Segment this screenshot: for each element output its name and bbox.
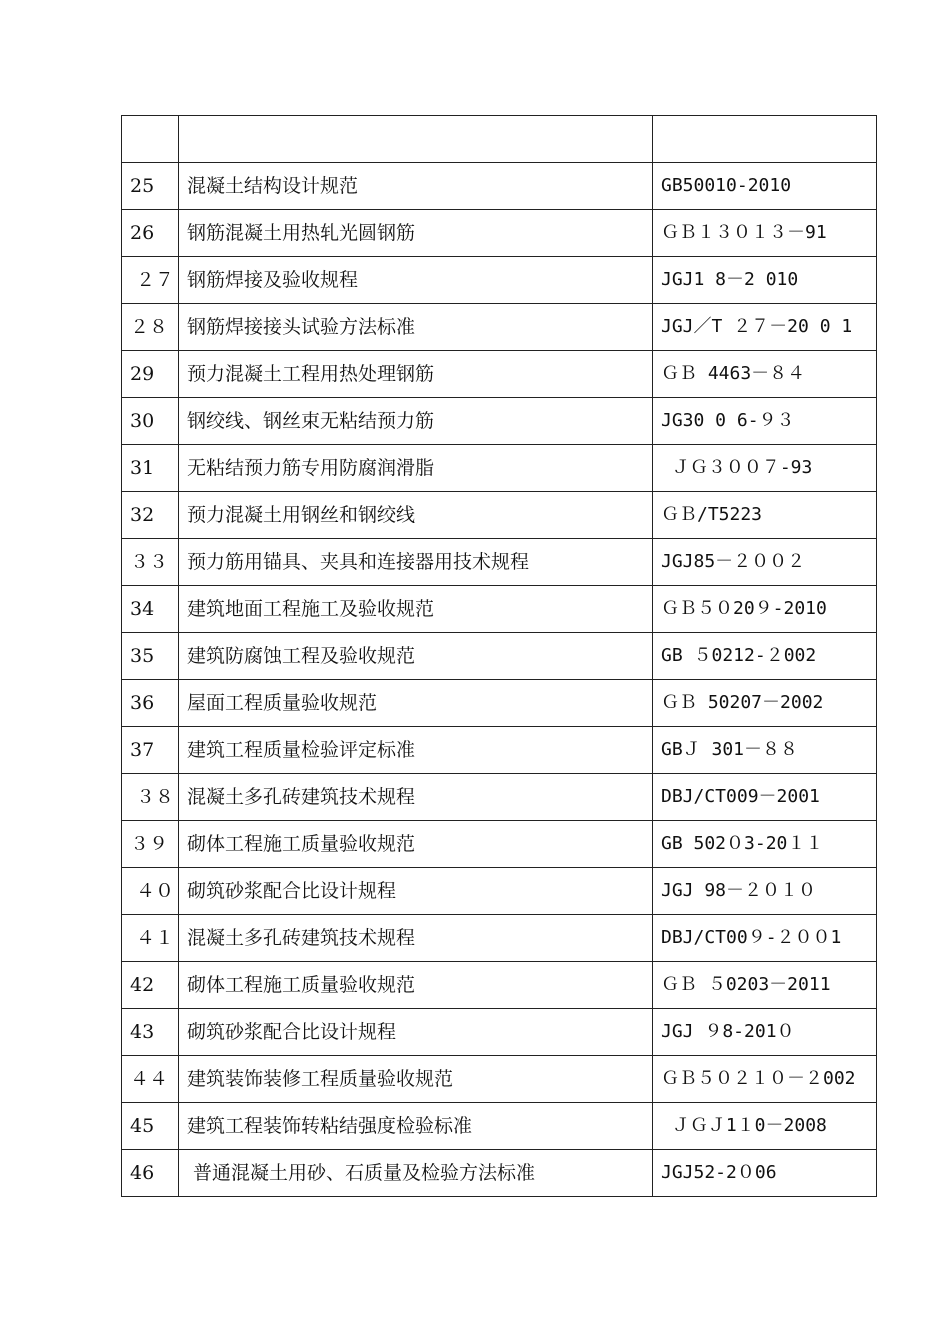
- standard-code-cell: JGJ／T ２７－20 0 1: [653, 304, 877, 351]
- standard-name-cell: 建筑工程装饰转粘结强度检验标准: [179, 1103, 653, 1150]
- table-row: [122, 304, 877, 351]
- table-row: [122, 586, 877, 633]
- standards-table: [121, 115, 877, 1197]
- standard-code-cell: ＧＢ 4463－８４: [653, 351, 877, 398]
- table-row: [122, 727, 877, 774]
- standard-code-cell: DBJ/CT009－2001: [653, 774, 877, 821]
- table-row: [122, 680, 877, 727]
- standard-name-cell: 砌筑砂浆配合比设计规程: [179, 1009, 653, 1056]
- row-number-cell: ２８: [122, 304, 179, 351]
- table-row: [122, 868, 877, 915]
- row-number-cell: ４０: [122, 868, 179, 915]
- table-row: [122, 445, 877, 492]
- standard-name-cell: 建筑工程质量检验评定标准: [179, 727, 653, 774]
- table-row: [122, 398, 877, 445]
- table-row: [122, 962, 877, 1009]
- table-row: [122, 539, 877, 586]
- standard-code-cell: ＧＢ/T5223: [653, 492, 877, 539]
- standard-name-cell: 混凝土多孔砖建筑技术规程: [179, 774, 653, 821]
- row-number-cell: ２７: [122, 257, 179, 304]
- standard-name-cell: 砌体工程施工质量验收规范: [179, 962, 653, 1009]
- row-number-cell: 45: [122, 1103, 179, 1150]
- standard-name-cell: 预力筋用锚具、夹具和连接器用技术规程: [179, 539, 653, 586]
- standard-name-cell: 普通混凝土用砂、石质量及检验方法标准: [179, 1150, 653, 1197]
- standard-code-cell: GBＪ 301－８８: [653, 727, 877, 774]
- standard-code-cell: JGJ1 8－2 010: [653, 257, 877, 304]
- standard-name-cell: 预力混凝土工程用热处理钢筋: [179, 351, 653, 398]
- row-number-cell: 34: [122, 586, 179, 633]
- row-number-cell: 35: [122, 633, 179, 680]
- row-number-cell: 32: [122, 492, 179, 539]
- row-number-cell: 26: [122, 210, 179, 257]
- standard-name-cell: 建筑装饰装修工程质量验收规范: [179, 1056, 653, 1103]
- standard-name-cell: 建筑地面工程施工及验收规范: [179, 586, 653, 633]
- row-number-cell: 37: [122, 727, 179, 774]
- standard-name-cell: 混凝土结构设计规范: [179, 163, 653, 210]
- table-body: [122, 116, 877, 1197]
- standard-code-cell: ＧＢ５０２１０－２002: [653, 1056, 877, 1103]
- standard-code-cell: JGJ 98－２０１０: [653, 868, 877, 915]
- table-row: [122, 1103, 877, 1150]
- row-number-cell: ３９: [122, 821, 179, 868]
- row-number-cell: ３３: [122, 539, 179, 586]
- standard-code-cell: ＧＢ ５0203－2011: [653, 962, 877, 1009]
- standard-name-cell: 钢筋焊接接头试验方法标准: [179, 304, 653, 351]
- standard-code-cell: JGJ85－２００２: [653, 539, 877, 586]
- standard-code-cell: DBJ/CT00９-２００1: [653, 915, 877, 962]
- table-row: [122, 257, 877, 304]
- header-cell-name: [179, 116, 653, 163]
- table-row: [122, 1056, 877, 1103]
- row-number-cell: 42: [122, 962, 179, 1009]
- standard-code-cell: ＧＢ１３０１３－91: [653, 210, 877, 257]
- table-header-row: [122, 116, 877, 163]
- row-number-cell: 43: [122, 1009, 179, 1056]
- row-number-cell: 46: [122, 1150, 179, 1197]
- row-number-cell: ３８: [122, 774, 179, 821]
- standard-name-cell: 预力混凝土用钢丝和钢绞线: [179, 492, 653, 539]
- row-number-cell: ４４: [122, 1056, 179, 1103]
- table-row: [122, 1150, 877, 1197]
- standard-code-cell: ＪＧ３００７-93: [653, 445, 877, 492]
- standard-name-cell: 钢筋混凝土用热轧光圆钢筋: [179, 210, 653, 257]
- standard-name-cell: 屋面工程质量验收规范: [179, 680, 653, 727]
- standard-code-cell: JG30 0 6-９３: [653, 398, 877, 445]
- table-row: [122, 915, 877, 962]
- row-number-cell: 29: [122, 351, 179, 398]
- header-cell-code: [653, 116, 877, 163]
- table-row: [122, 774, 877, 821]
- standard-code-cell: GB50010-2010: [653, 163, 877, 210]
- table-row: [122, 163, 877, 210]
- standard-name-cell: 钢筋焊接及验收规程: [179, 257, 653, 304]
- table-row: [122, 492, 877, 539]
- table-row: [122, 1009, 877, 1056]
- row-number-cell: 36: [122, 680, 179, 727]
- standard-code-cell: ＧＢ５０20９-2010: [653, 586, 877, 633]
- standard-code-cell: GB ５0212-２002: [653, 633, 877, 680]
- row-number-cell: 25: [122, 163, 179, 210]
- standard-code-cell: GB 502０3-20１１: [653, 821, 877, 868]
- row-number-cell: ４１: [122, 915, 179, 962]
- standard-code-cell: JGJ ９8-201０: [653, 1009, 877, 1056]
- standard-name-cell: 钢绞线、钢丝束无粘结预力筋: [179, 398, 653, 445]
- row-number-cell: 30: [122, 398, 179, 445]
- standard-code-cell: ＪＧＪ1１0－2008: [653, 1103, 877, 1150]
- standard-name-cell: 无粘结预力筋专用防腐润滑脂: [179, 445, 653, 492]
- standard-name-cell: 砌筑砂浆配合比设计规程: [179, 868, 653, 915]
- standard-name-cell: 砌体工程施工质量验收规范: [179, 821, 653, 868]
- standard-code-cell: JGJ52-2０06: [653, 1150, 877, 1197]
- table-row: [122, 633, 877, 680]
- table-row: [122, 351, 877, 398]
- table-row: [122, 821, 877, 868]
- header-cell-number: [122, 116, 179, 163]
- standard-code-cell: ＧＢ 50207－2002: [653, 680, 877, 727]
- table-row: [122, 210, 877, 257]
- standard-name-cell: 建筑防腐蚀工程及验收规范: [179, 633, 653, 680]
- row-number-cell: 31: [122, 445, 179, 492]
- standard-name-cell: 混凝土多孔砖建筑技术规程: [179, 915, 653, 962]
